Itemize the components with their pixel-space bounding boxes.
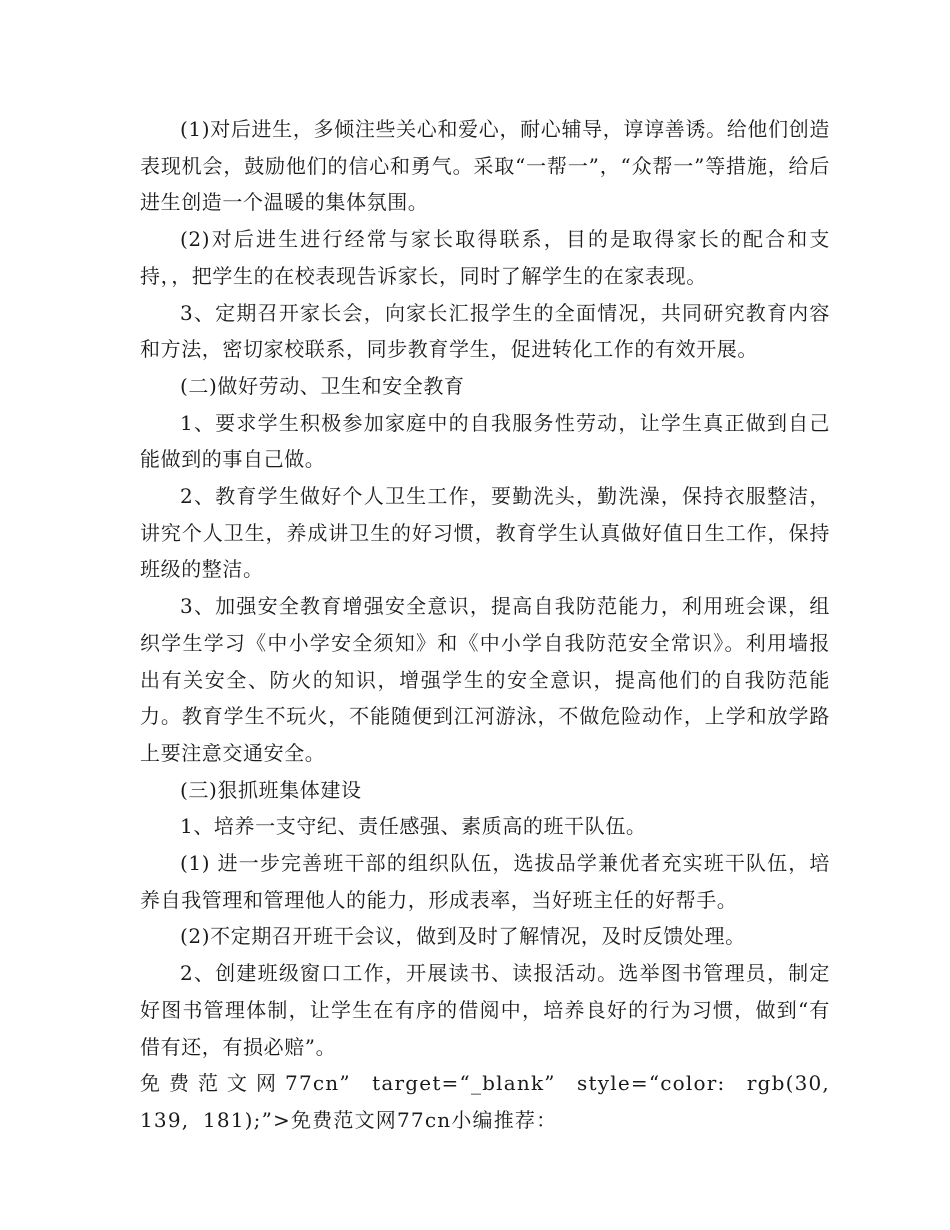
paragraph-6: 2、教育学生做好个人卫生工作，要勤洗头，勤洗澡，保持衣服整洁，讲究个人卫生，养成讲卫生的好习惯，教育学生认真做好值日生工作，保持班级的整洁。 — [140, 484, 830, 582]
document-body — [140, 111, 830, 1139]
paragraph-9: 1、培养一支守纪、责任感强、素质高的班干队伍。 — [180, 814, 647, 839]
footer-recommendation: 免费范文网77cn” target=“_blank” style=“color: rgb(30, 139, 181);”>免费范文网77cn小编推荐： — [140, 1071, 830, 1132]
paragraph-10: (1) 进一步完善班干部的组织队伍，选拔品学兼优者充实班干队伍，培养自我管理和管理他人的能力，形成表率，当好班主任的好帮手。 — [140, 851, 830, 912]
paragraph-12: 2、创建班级窗口工作，开展读书、读报活动。选举图书管理员，制定好图书管理体制，让学生在有序的借阅中，培养良好的行为习惯，做到“有借有还，有损必赔”。 — [140, 961, 830, 1059]
paragraph-5: 1、要求学生积极参加家庭中的自我服务性劳动，让学生真正做到自己能做到的事自己做。 — [140, 410, 830, 472]
section-heading-2: (二)做好劳动、卫生和安全教育 — [180, 373, 465, 398]
section-heading-3: (三)狠抓班集体建设 — [180, 777, 362, 802]
paragraph-7: 3、加强安全教育增强安全意识，提高自我防范能力，利用班会课，组织学生学习《中小学安全须知》和《中小学自我防范安全常识》。利用墙报出有关安全、防火的知识，增强学生的安全意识，提高他们的自我防范能力。教育学生不玩火，不能随便到江河游泳，不做危险动作，上学和放学路上要注意交通安全。 — [140, 594, 830, 765]
paragraph-3: 3、定期召开家长会，向家长汇报学生的全面情况，共同研究教育内容和方法，密切家校联系，同步教育学生，促进转化工作的有效开展。 — [140, 300, 830, 362]
paragraph-2: (2)对后进生进行经常与家长取得联系，目的是取得家长的配合和支持，，把学生的在校表现告诉家长，同时了解学生的在家表现。 — [140, 227, 830, 288]
paragraph-11: (2)不定期召开班干会议，做到及时了解情况，及时反馈处理。 — [180, 924, 746, 949]
paragraph-1: (1)对后进生，多倾注些关心和爱心，耐心辅导，谆谆善诱。给他们创造表现机会，鼓励他们的信心和勇气。采取“一帮一”，“众帮一”等措施，给后进生创造一个温暖的集体氛围。 — [140, 117, 830, 215]
